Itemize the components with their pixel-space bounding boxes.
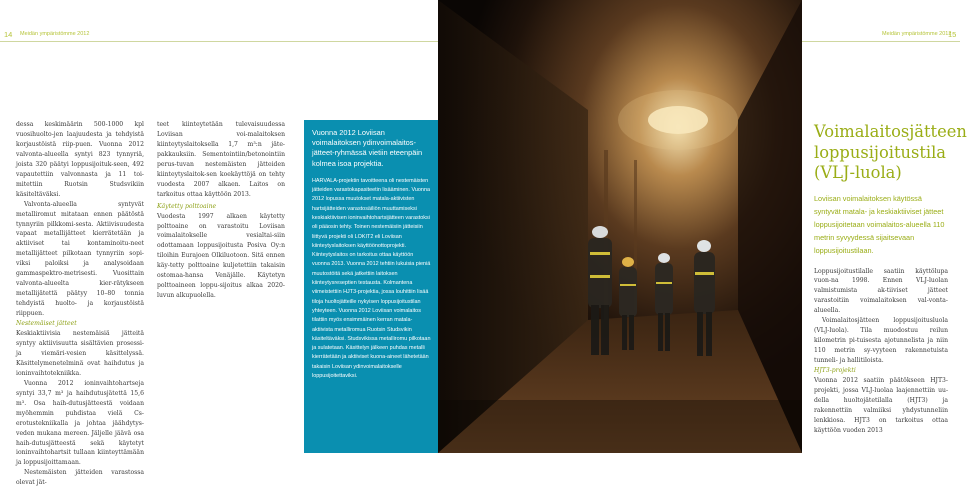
page-title: Voimalaitosjätteen loppusijoitustila (VLJ-luola) — [814, 122, 967, 182]
left-page-number: 14 — [4, 30, 13, 39]
section-subheading: HJT3-projekti — [814, 367, 856, 375]
left-header-rule — [0, 41, 438, 42]
paragraph: Vuodesta 1997 alkaen käytetty polttoaine on varastoitu Loviisan voimalaitokselle vesialtai-siin odottamaan loppusijoitusta Posiva Oy:n tiloihin Eurajoen Olkiluotoon. Sitä ennen käy-tetty polttoaine kuljetettiin takaisin ostomaa-hansa Venäjälle. Käytetyn polttoaineen loppu-sijoitus alkaa 2020-luvun alkupuolella. — [157, 212, 285, 300]
paragraph: Keskiaktiivisia nestemäisiä jätteitä syntyy aktiivisuutta sisältävien prosessi- ja viemäri-vesien käsittelyssä. Käsittelymenetelminä ovat haihdutus ja ioninvaihtotekniikka. — [16, 330, 144, 377]
paragraph: Valvonta-alueella syntyvät metalliromut mitataan ennen päätöstä tynnyriin pilkkomi-sesta. Aktiivisuudesta vapaat metallijätteet kierrätetään ja aktiiviset tai kontaminoitu-neet metallijätteet pilkotaan tynnyriin sopi-viksi paloiksi ja analysoidaan gammaspektro-metrisesti. Vuosittain valvonta-alueelta kier-rätykseen metallijätettä päätyy 10–80 tonnia tehdyistä huolto- ja korjaustöistä riippuen. — [16, 200, 144, 318]
text-column-1 — [16, 120, 144, 488]
right-column — [814, 122, 967, 436]
text-column-2 — [157, 120, 285, 301]
right-page-number: 15 — [948, 30, 957, 39]
tunnel-workers-photo — [438, 0, 802, 453]
section-subheading: Nestemäiset jätteet — [16, 320, 77, 328]
info-box-intro: Vuonna 2012 Loviisan voimalaitoksen ydinvoimalaitos-jätteet-ryhmässä vietiin eteenpäin kolmea isoa projektia. — [312, 128, 423, 168]
paragraph: Loppusijoitustilalle saatiin käyttölupa vuon-na 1998. Ennen VLJ-luolan valmistumista ak-tiiviset jätteet varastoitiin voimalaitoksen val-vonta-alueella. — [814, 267, 948, 315]
right-header-rule — [802, 41, 960, 42]
paragraph: teet kiinteytetään tulevaisuudessa Loviisan voi-malaitoksen kiinteytyslaitoksella 1,7 m³:n jäte-pakkauksiin. Sementointiin/betonointiin perus-tuvan nestemäisten jätteiden kiinteytyslaitok-sen koekäyttöjä on tehty vuodesta 2007 alkaen. Laitos on tarkoitus ottaa käyttöön 2013. — [157, 121, 285, 198]
paragraph: Vuonna 2012 saatiin päätökseen HJT3-projekti, jossa VLJ-luolaa laajennettiin uu-della huoltojätetilalla (HJT3) ja rakennettiin valmiiksi yhdystunneliin lenkkiosa. HJT3 on tarkoitus ottaa käyttöön vuoden 2013 — [814, 377, 948, 434]
paragraph: Nestemäisten jätteiden varastossa olevat jät- — [16, 469, 144, 487]
paragraph: dessa keskimäärin 500-1000 kpl vuosihuolto-jen laajuudesta ja tehdyistä korjaustöistä riip-puen. Vuonna 2012 valvonta-alueella syntyi 823 tynnyriä, joista 320 päätyi loppusijoituk-seen, 492 vapautettiin valvonnasta ja 11 toi-mitettiin Ruotsin Studsvikiin käsiteltäväksi. — [16, 121, 144, 198]
right-running-title: Meidän ympäristömme 2012 — [882, 31, 952, 37]
paragraph: Vuonna 2012 ioninvaihtohartseja syntyi 33,7 m³ ja haihdutusjätettä 15,6 m³. Osa haih-dutusjätteestä voidaan myöhemmin puhdistaa vielä Cs-erotustekniikalla ja johtaa jäähdytys-veden mukana mereen. Jäljelle jäävä osa haih-dutusjätteestä sekä käytetyt ioninvaihtohartsit tullaan kiinteyttämään ja loppusijoittamaan. — [16, 379, 144, 467]
lede-text: Loviisan voimalaitoksen käytössä syntyvät matala- ja keskiaktiiviset jätteet loppusijoitetaan voimalaitos-alueella 110 metrin syvyydessä sijaitsevaan loppusijoitustilaan. — [814, 193, 945, 256]
section-subheading: Käytetty polttoaine — [157, 202, 217, 210]
left-running-title: Meidän ympäristömme 2012 — [20, 31, 90, 37]
right-body-text — [814, 267, 948, 436]
paragraph: Voimalaitosjätteen loppusijoitusluola (VLJ-luola). Tila muodostuu reilun kilometrin pi-tuisesta ajotunnelista ja niin 110 metrin sy-vyyteen rakennetuista tunneli- ja hallitiloista. — [814, 317, 948, 365]
tunnel-photo-illustration — [438, 0, 802, 453]
info-box-body: HARVALA-projektin tavoitteena oli nestemäisten jätteiden varastokapasiteetin lisääminen. Vuonna 2012 lopussa muutokset matala-aktiivisten hartsijätteiden varastosäiliön muuttamiseksi keskiaktiivisen ioninvaihtohartsijätteen varastoksi oli pääosin tehty. Toinen nestemäisiin jätteisiin liittyvä projekti oli LOKIT2 eli Loviisan kiinteytyslaitoksen käyttöönottoprojekti. Kiinteytyslaitos on tarkoitus ottaa käyttöön vuonna 2013. Vuonna 2012 tehtiin lukuisia pieniä muutostöitä sekä jatkettiin laitoksen kiinteytysreseptien testausta. Kolmantena viimeistettiin HJT3-projektia, jossa louhittiin lisää tiloja huoltojätteille nykyisen loppusijoitustilan yhteyteen. Vuonna 2012 Loviisan voimalaitos tilattiin myös ensimmäinen kerran matala-aktiivista metalliromua Ruotsin Studsvikin käsiteltäväksi. Studsvikissa metalliromu pilkotaan ja sulatetaan. Käsittelyn jälkeen puhdas metalli kierrätetään ja aktiiviset kuona-aineet lähetetään takaisin Loviisan ydinvoimalaitokselle loppusijoitettaviksi. — [312, 177, 431, 380]
info-box — [304, 120, 438, 453]
